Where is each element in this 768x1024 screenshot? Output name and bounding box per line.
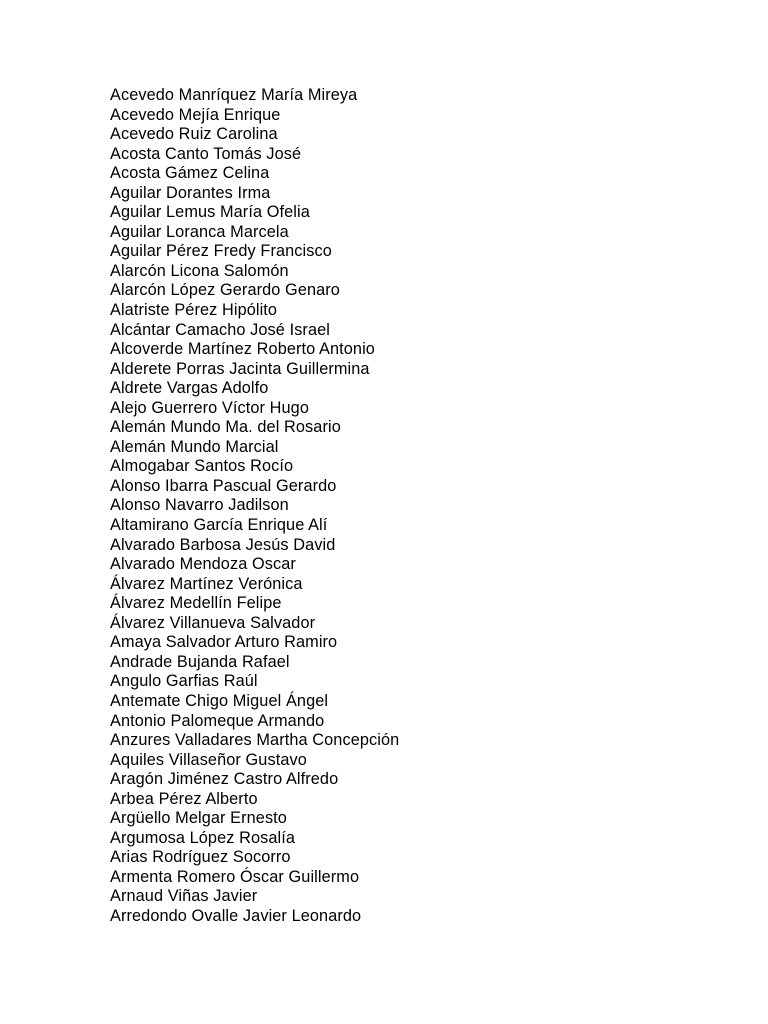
name-entry: Argumosa López Rosalía bbox=[110, 828, 296, 847]
name-entry: Aguilar Pérez Fredy Francisco bbox=[110, 242, 332, 261]
name-entry: Alarcón Licona Salomón bbox=[110, 261, 289, 280]
name-entry: Aguilar Dorantes Irma bbox=[110, 183, 271, 202]
name-entry: Amaya Salvador Arturo Ramiro bbox=[110, 633, 338, 652]
name-entry: Alvarado Mendoza Oscar bbox=[110, 555, 296, 574]
name-entry: Antemate Chigo Miguel Ángel bbox=[110, 691, 329, 710]
name-entry: Acevedo Ruiz Carolina bbox=[110, 125, 278, 144]
name-entry: Álvarez Villanueva Salvador bbox=[110, 613, 316, 632]
name-entry: Alcoverde Martínez Roberto Antonio bbox=[110, 340, 375, 359]
name-entry: Anzures Valladares Martha Concepción bbox=[110, 731, 400, 750]
name-entry: Aguilar Lemus María Ofelia bbox=[110, 203, 310, 222]
name-entry: Álvarez Medellín Felipe bbox=[110, 594, 282, 613]
name-entry: Armenta Romero Óscar Guillermo bbox=[110, 867, 360, 886]
name-entry: Angulo Garfias Raúl bbox=[110, 672, 258, 691]
name-entry: Arnaud Viñas Javier bbox=[110, 887, 258, 906]
name-entry: Acevedo Manríquez María Mireya bbox=[110, 86, 358, 104]
name-entry: Alonso Navarro Jadilson bbox=[110, 496, 289, 515]
name-entry: Alejo Guerrero Víctor Hugo bbox=[110, 398, 309, 417]
name-entry: Alderete Porras Jacinta Guillermina bbox=[110, 359, 370, 378]
name-entry: Argüello Melgar Ernesto bbox=[110, 809, 287, 828]
names-list bbox=[110, 86, 399, 927]
name-entry: Alarcón López Gerardo Genaro bbox=[110, 281, 340, 300]
name-entry: Alvarado Barbosa Jesús David bbox=[110, 535, 336, 554]
name-entry: Aquiles Villaseñor Gustavo bbox=[110, 750, 307, 769]
name-entry: Arbea Pérez Alberto bbox=[110, 789, 258, 808]
name-entry: Andrade Bujanda Rafael bbox=[110, 652, 290, 671]
name-entry: Aragón Jiménez Castro Alfredo bbox=[110, 770, 339, 789]
name-entry: Aguilar Loranca Marcela bbox=[110, 222, 289, 241]
name-entry: Aldrete Vargas Adolfo bbox=[110, 379, 269, 398]
name-entry: Acevedo Mejía Enrique bbox=[110, 105, 281, 124]
name-entry: Acosta Gámez Celina bbox=[110, 164, 270, 183]
name-entry: Alemán Mundo Marcial bbox=[110, 437, 279, 456]
name-entry: Alatriste Pérez Hipólito bbox=[110, 301, 278, 320]
name-entry: Antonio Palomeque Armando bbox=[110, 711, 325, 730]
name-entry: Álvarez Martínez Verónica bbox=[110, 574, 303, 593]
name-entry: Almogabar Santos Rocío bbox=[110, 457, 294, 476]
name-entry: Alcántar Camacho José Israel bbox=[110, 320, 330, 339]
name-entry: Altamirano García Enrique Alí bbox=[110, 516, 328, 535]
name-entry: Acosta Canto Tomás José bbox=[110, 144, 302, 163]
name-entry: Alemán Mundo Ma. del Rosario bbox=[110, 418, 341, 437]
name-entry: Arredondo Ovalle Javier Leonardo bbox=[110, 906, 362, 925]
name-entry: Alonso Ibarra Pascual Gerardo bbox=[110, 476, 337, 495]
name-entry: Arias Rodríguez Socorro bbox=[110, 848, 291, 867]
